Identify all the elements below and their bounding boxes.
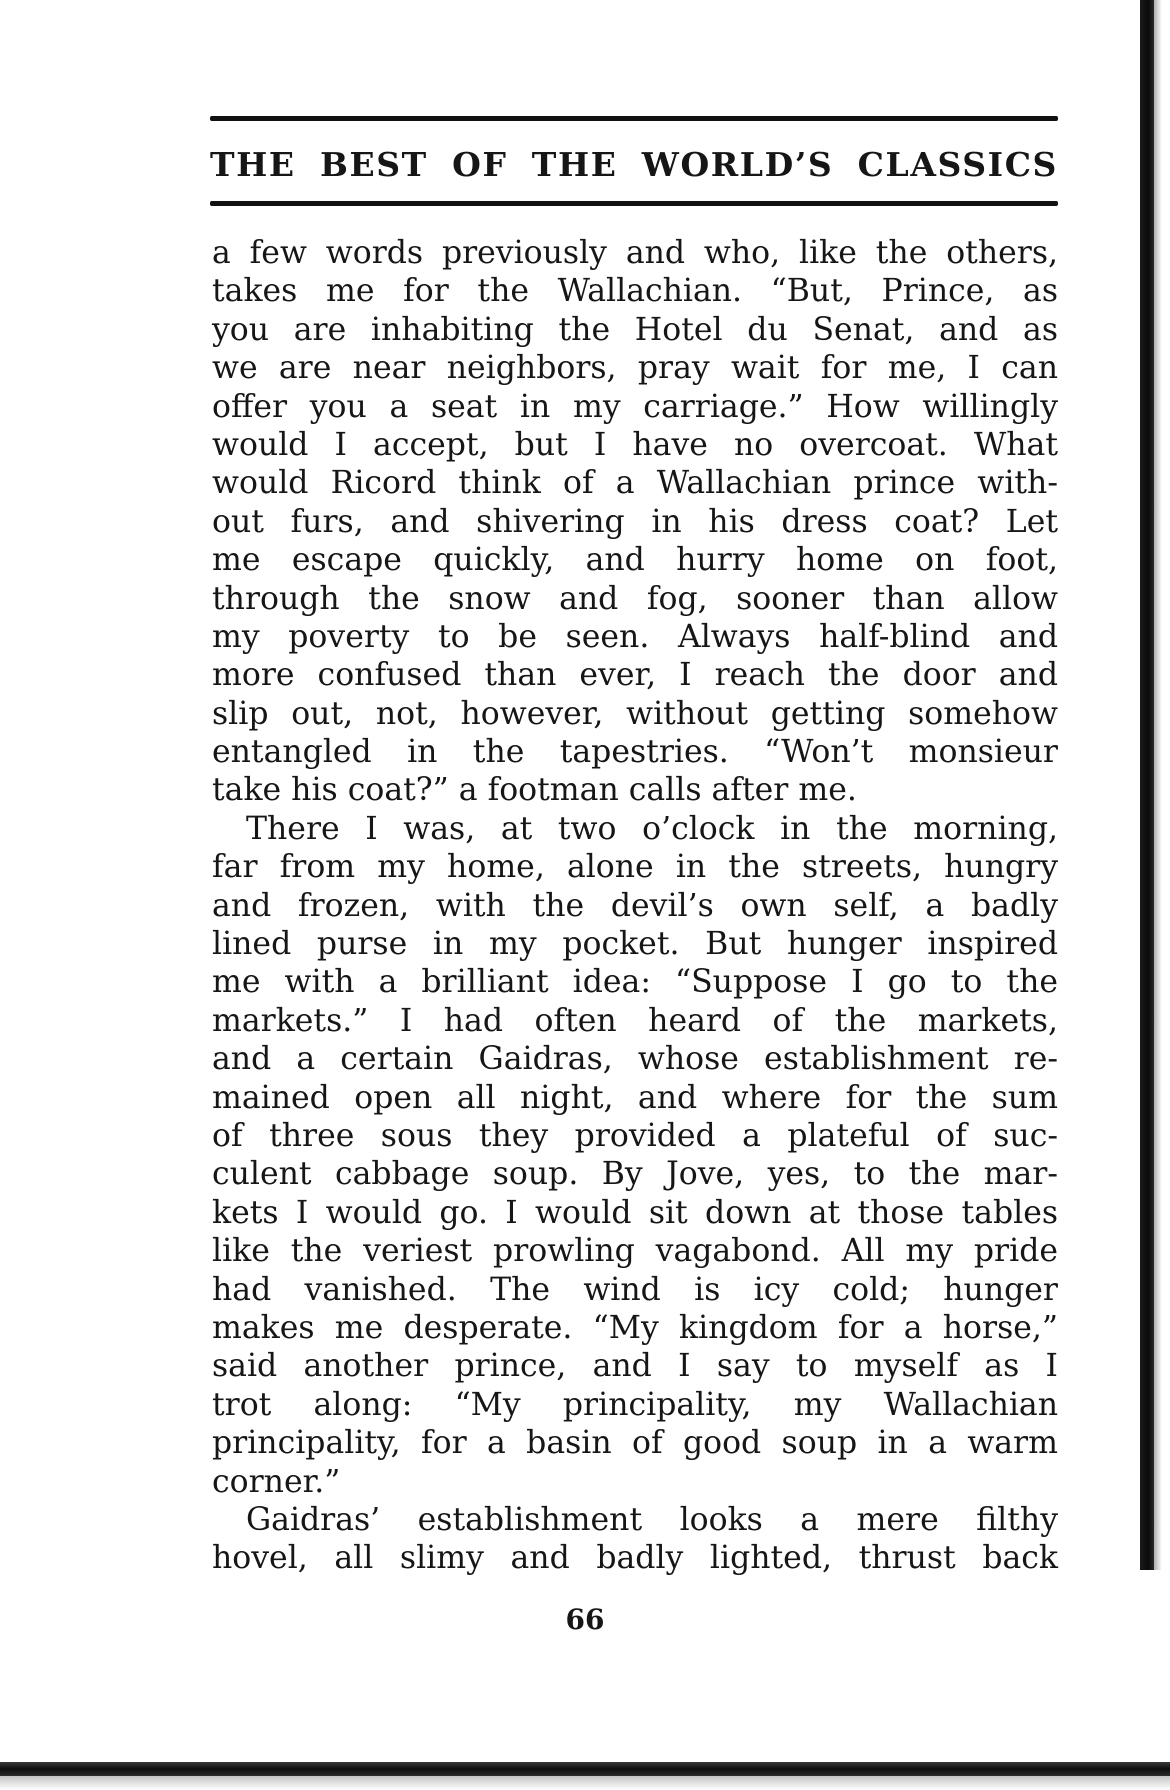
text-line: principality, for a basin of good soup in a warm bbox=[212, 1425, 1058, 1462]
page-number: 66 bbox=[565, 1603, 605, 1636]
text-line: far from my home, alone in the streets, hungry bbox=[212, 849, 1058, 886]
text-line: take his coat?” a footman calls after me. bbox=[212, 772, 857, 809]
text-line: of three sous they provided a plateful of suc- bbox=[212, 1117, 1058, 1154]
header-rule-bottom bbox=[210, 201, 1058, 206]
scan-edge-bottom-fade bbox=[0, 1776, 1170, 1790]
text-line: markets.” I had often heard of the markets, bbox=[212, 1002, 1058, 1039]
text-line: lined purse in my pocket. But hunger inspired bbox=[212, 926, 1058, 963]
text-line: takes me for the Wallachian. “But, Prince, as bbox=[212, 273, 1058, 310]
text-line: my poverty to be seen. Always half-blind and bbox=[212, 618, 1058, 655]
text-line: and a certain Gaidras, whose establishment re- bbox=[212, 1041, 1058, 1078]
scan-edge-bottom bbox=[0, 1762, 1170, 1776]
text-line: through the snow and fog, sooner than allow bbox=[212, 580, 1058, 617]
text-line: we are near neighbors, pray wait for me, I can bbox=[212, 350, 1058, 387]
text-line: mained open all night, and where for the sum bbox=[212, 1079, 1058, 1116]
text-line: offer you a seat in my carriage.” How willingly bbox=[212, 388, 1058, 425]
text-line: out furs, and shivering in his dress coat? Let bbox=[212, 503, 1058, 540]
binding-shadow bbox=[1140, 0, 1154, 1570]
body-text bbox=[212, 234, 1058, 1578]
text-line: you are inhabiting the Hotel du Senat, and as bbox=[212, 311, 1058, 348]
text-line: trot along: “My principality, my Wallachian bbox=[212, 1386, 1058, 1423]
text-line: more confused than ever, I reach the door and bbox=[212, 657, 1058, 694]
text-line: me escape quickly, and hurry home on foot, bbox=[212, 542, 1058, 579]
text-line: said another prince, and I say to myself as I bbox=[212, 1348, 1058, 1385]
text-line: corner.” bbox=[212, 1463, 341, 1500]
binding-shadow-fade bbox=[1154, 0, 1162, 1570]
text-line: had vanished. The wind is icy cold; hunger bbox=[212, 1271, 1058, 1308]
text-line: me with a brilliant idea: “Suppose I go to the bbox=[212, 964, 1058, 1001]
paragraph-start-line: Gaidras’ establishment looks a mere filthy bbox=[246, 1501, 1058, 1538]
text-line: and frozen, with the devil’s own self, a badly bbox=[212, 887, 1058, 924]
header-rule-top bbox=[210, 116, 1058, 121]
text-line: like the veriest prowling vagabond. All my pride bbox=[212, 1233, 1058, 1270]
text-line: would I accept, but I have no overcoat. What bbox=[212, 426, 1058, 463]
text-line: makes me desperate. “My kingdom for a horse,” bbox=[212, 1309, 1058, 1346]
text-line: hovel, all slimy and badly lighted, thrust back bbox=[212, 1540, 1058, 1577]
text-line: culent cabbage soup. By Jove, yes, to the mar- bbox=[212, 1156, 1058, 1193]
text-line: kets I would go. I would sit down at those tables bbox=[212, 1194, 1058, 1231]
text-line: slip out, not, however, without getting somehow bbox=[212, 695, 1058, 732]
text-line: would Ricord think of a Wallachian prince with- bbox=[212, 465, 1058, 502]
running-head: THE BEST OF THE WORLD’S CLASSICS bbox=[210, 145, 1058, 184]
paragraph-start-line: There I was, at two o’clock in the morning, bbox=[246, 810, 1058, 847]
text-line: a few words previously and who, like the others, bbox=[212, 235, 1058, 271]
text-line: entangled in the tapestries. “Won’t monsieur bbox=[212, 734, 1058, 771]
